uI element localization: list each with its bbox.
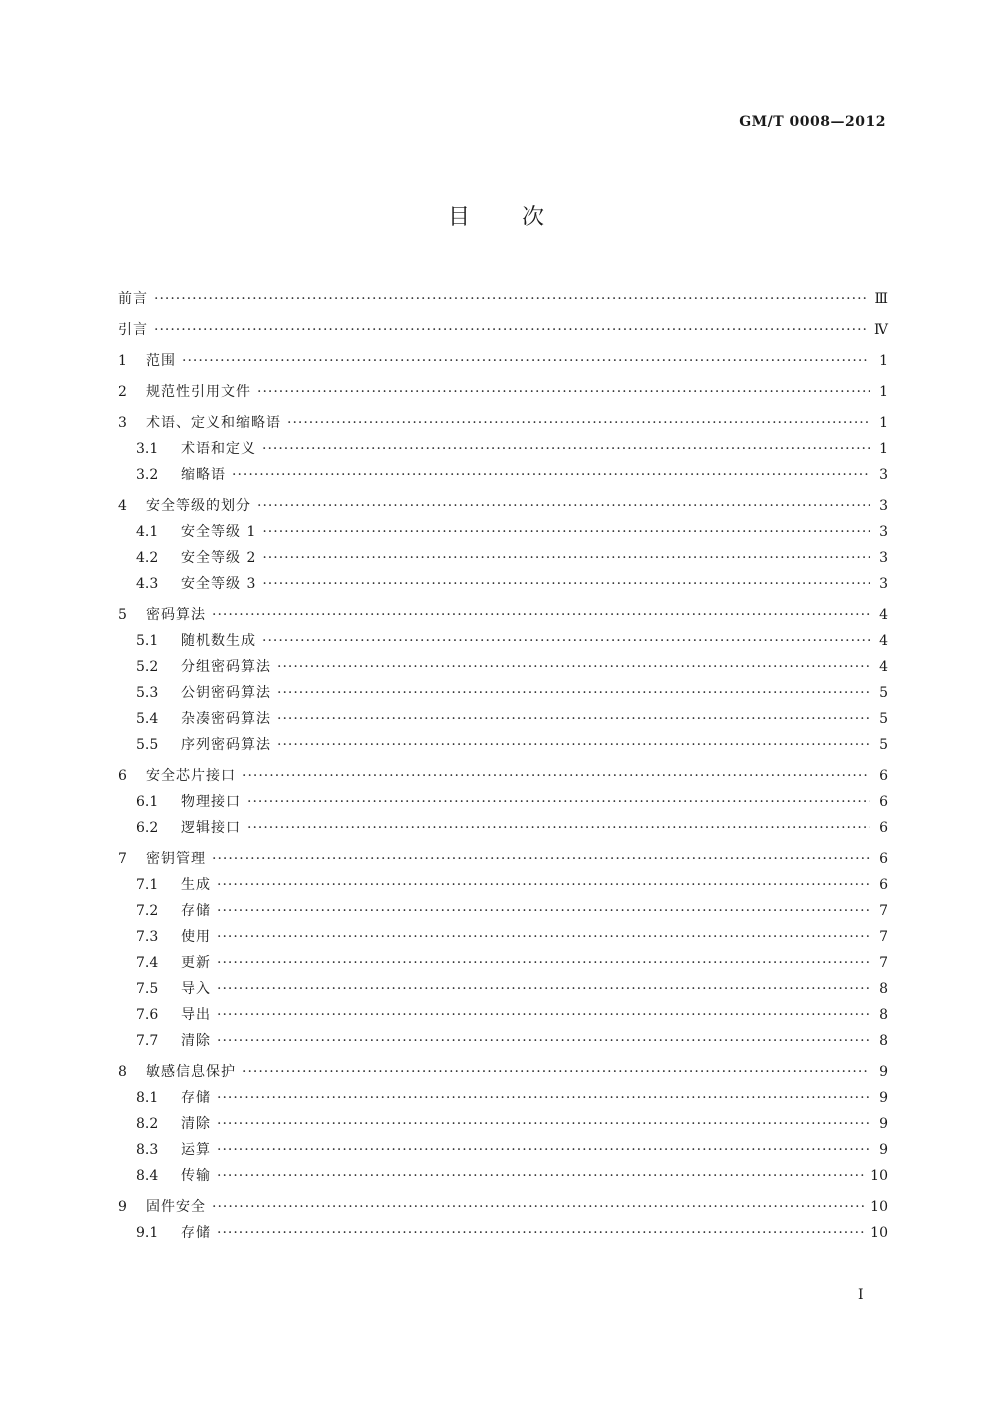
toc-entry-label: 缩略语	[181, 467, 226, 483]
standard-code: GM/T 0008—2012	[739, 114, 886, 130]
toc-entry[interactable]	[118, 848, 888, 874]
toc-entry[interactable]	[118, 288, 888, 314]
toc-entry[interactable]	[118, 708, 888, 734]
toc-entry[interactable]	[118, 1196, 888, 1222]
toc-entry-page: 10	[870, 1168, 888, 1184]
toc-entry-label: 安全等级的划分	[146, 498, 251, 514]
toc-entry-label: 安全等级 2	[181, 550, 257, 566]
toc-entry-page: 6	[879, 877, 888, 893]
toc-leader-dots	[217, 981, 870, 997]
toc-entry-label: 公钥密码算法	[181, 685, 271, 701]
toc-entry-page: 3	[879, 524, 888, 540]
toc-entry-number: 8.1	[136, 1090, 159, 1106]
toc-entry-label: 规范性引用文件	[146, 384, 251, 400]
toc-entry[interactable]	[118, 630, 888, 656]
toc-entry-label: 敏感信息保护	[146, 1064, 236, 1080]
toc-entry[interactable]	[118, 791, 888, 817]
toc-entry[interactable]	[118, 547, 888, 573]
toc-entry-page: 9	[879, 1064, 888, 1080]
toc-entry-number: 6.1	[136, 794, 159, 810]
toc-entry-label: 密码算法	[146, 607, 206, 623]
toc-leader-dots	[217, 1007, 870, 1023]
toc-leader-dots	[262, 524, 870, 540]
toc-entry-number: 8.3	[136, 1142, 159, 1158]
toc-entry-number: 7	[118, 851, 127, 867]
toc-entry-page: 9	[879, 1142, 888, 1158]
toc-entry-page: 1	[879, 415, 888, 431]
toc-entry-number: 3	[118, 415, 127, 431]
toc-entry[interactable]	[118, 656, 888, 682]
toc-leader-dots	[217, 1116, 870, 1132]
toc-entry-label: 杂凑密码算法	[181, 711, 271, 727]
toc-entry-page: 8	[879, 1007, 888, 1023]
toc-entry-label: 引言	[118, 322, 148, 338]
toc-entry-label: 运算	[181, 1142, 211, 1158]
toc-entry-label: 术语、定义和缩略语	[146, 415, 281, 431]
toc-leader-dots	[154, 322, 868, 338]
toc-entry-label: 术语和定义	[181, 441, 256, 457]
toc-leader-dots	[217, 1090, 870, 1106]
toc-entry-page: 6	[879, 794, 888, 810]
toc-entry-number: 5.2	[136, 659, 159, 675]
toc-entry[interactable]	[118, 350, 888, 376]
toc-entry-page: 8	[879, 1033, 888, 1049]
toc-entry-label: 生成	[181, 877, 211, 893]
toc-leader-dots	[182, 353, 870, 369]
toc-entry-page: 6	[879, 768, 888, 784]
toc-leader-dots	[217, 929, 870, 945]
toc-entry-number: 4.1	[136, 524, 159, 540]
toc-entry-number: 4	[118, 498, 127, 514]
toc-entry[interactable]	[118, 1165, 888, 1191]
toc-entry-number: 7.5	[136, 981, 159, 997]
toc-entry[interactable]	[118, 817, 888, 843]
toc-entry-page: 4	[879, 659, 888, 675]
toc-entry-label: 范围	[146, 353, 176, 369]
toc-entry-number: 5.3	[136, 685, 159, 701]
toc-entry-page: 3	[879, 550, 888, 566]
toc-entry[interactable]	[118, 1061, 888, 1087]
toc-entry[interactable]	[118, 1222, 888, 1248]
title-char-right: 次	[522, 205, 545, 230]
toc-entry[interactable]	[118, 438, 888, 464]
toc-entry[interactable]	[118, 604, 888, 630]
toc-entry-label: 清除	[181, 1033, 211, 1049]
page-number: I	[858, 1287, 864, 1303]
toc-entry[interactable]	[118, 1030, 888, 1056]
toc-leader-dots	[217, 1142, 870, 1158]
toc-leader-dots	[277, 711, 870, 727]
toc-leader-dots	[247, 794, 870, 810]
toc-entry-page: 3	[879, 467, 888, 483]
toc-entry-label: 安全芯片接口	[146, 768, 236, 784]
toc-entry-number: 8.2	[136, 1116, 159, 1132]
toc-entry-page: 7	[879, 903, 888, 919]
toc-entry-label: 清除	[181, 1116, 211, 1132]
toc-entry-label: 密钥管理	[146, 851, 206, 867]
toc-entry-page: Ⅳ	[874, 322, 888, 338]
toc-leader-dots	[217, 955, 870, 971]
toc-entry[interactable]	[118, 319, 888, 345]
toc-entry-number: 7.1	[136, 877, 159, 893]
toc-leader-dots	[154, 291, 868, 307]
toc-entry-page: 1	[879, 384, 888, 400]
toc-entry-label: 序列密码算法	[181, 737, 271, 753]
toc-leader-dots	[277, 659, 870, 675]
toc-entry[interactable]	[118, 1087, 888, 1113]
toc-entry-number: 9.1	[136, 1225, 159, 1241]
toc-entry-page: 10	[870, 1225, 888, 1241]
toc-entry-page: 10	[870, 1199, 888, 1215]
toc-leader-dots	[212, 607, 870, 623]
toc-leader-dots	[262, 550, 870, 566]
page-title	[0, 200, 992, 231]
toc-entry-number: 6	[118, 768, 127, 784]
toc-entry-label: 安全等级 3	[181, 576, 257, 592]
toc-entry[interactable]	[118, 521, 888, 547]
toc-entry-number: 8.4	[136, 1168, 159, 1184]
toc-entry-page: 6	[879, 820, 888, 836]
toc-entry-label: 分组密码算法	[181, 659, 271, 675]
toc-entry[interactable]	[118, 765, 888, 791]
toc-entry[interactable]	[118, 1139, 888, 1165]
toc-leader-dots	[262, 441, 870, 457]
toc-entry-label: 存储	[181, 1225, 211, 1241]
toc-entry-page: 5	[879, 737, 888, 753]
toc-leader-dots	[247, 820, 870, 836]
toc-entry-label: 存储	[181, 1090, 211, 1106]
toc-entry[interactable]	[118, 874, 888, 900]
toc-leader-dots	[217, 903, 870, 919]
toc-entry[interactable]	[118, 1113, 888, 1139]
toc-entry-label: 固件安全	[146, 1199, 206, 1215]
toc-entry-page: 3	[879, 576, 888, 592]
toc-entry-page: 7	[879, 929, 888, 945]
toc-entry-number: 9	[118, 1199, 127, 1215]
toc-leader-dots	[217, 877, 870, 893]
toc-entry-number: 7.2	[136, 903, 159, 919]
toc-entry-number: 3.1	[136, 441, 159, 457]
toc-entry-label: 导入	[181, 981, 211, 997]
toc-leader-dots	[257, 384, 870, 400]
toc-entry-page: 4	[879, 633, 888, 649]
toc-entry[interactable]	[118, 926, 888, 952]
title-char-left: 目	[447, 205, 470, 230]
toc-entry[interactable]	[118, 900, 888, 926]
toc-leader-dots	[287, 415, 870, 431]
toc-entry[interactable]	[118, 464, 888, 490]
toc-entry-page: 5	[879, 685, 888, 701]
toc-entry-number: 2	[118, 384, 127, 400]
toc-entry-number: 3.2	[136, 467, 159, 483]
toc-entry-number: 7.3	[136, 929, 159, 945]
toc-entry-number: 7.7	[136, 1033, 159, 1049]
toc-entry-page: 3	[879, 498, 888, 514]
toc-entry-page: 9	[879, 1090, 888, 1106]
toc-leader-dots	[277, 737, 870, 753]
toc-entry[interactable]	[118, 952, 888, 978]
toc-entry-label: 物理接口	[181, 794, 241, 810]
toc-entry-page: 9	[879, 1116, 888, 1132]
toc-entry[interactable]	[118, 1004, 888, 1030]
toc-entry-number: 4.2	[136, 550, 159, 566]
table-of-contents	[118, 283, 888, 1248]
toc-leader-dots	[212, 1199, 864, 1215]
toc-entry-number: 8	[118, 1064, 127, 1080]
toc-entry-number: 4.3	[136, 576, 159, 592]
toc-leader-dots	[217, 1033, 870, 1049]
toc-entry-page: 5	[879, 711, 888, 727]
toc-entry-page: 8	[879, 981, 888, 997]
toc-entry-number: 7.6	[136, 1007, 159, 1023]
toc-entry-page: Ⅲ	[874, 291, 888, 307]
toc-leader-dots	[232, 467, 870, 483]
toc-entry-number: 6.2	[136, 820, 159, 836]
toc-entry-number: 5	[118, 607, 127, 623]
toc-entry[interactable]	[118, 412, 888, 438]
toc-entry-number: 5.5	[136, 737, 159, 753]
toc-leader-dots	[242, 768, 870, 784]
toc-leader-dots	[217, 1168, 864, 1184]
toc-entry-label: 传输	[181, 1168, 211, 1184]
toc-entry[interactable]	[118, 734, 888, 760]
toc-entry-label: 随机数生成	[181, 633, 256, 649]
toc-leader-dots	[277, 685, 870, 701]
toc-entry-label: 使用	[181, 929, 211, 945]
toc-entry-label: 安全等级 1	[181, 524, 257, 540]
toc-entry-label: 前言	[118, 291, 148, 307]
toc-entry-number: 1	[118, 353, 127, 369]
toc-entry[interactable]	[118, 495, 888, 521]
toc-entry-label: 更新	[181, 955, 211, 971]
toc-entry-number: 5.4	[136, 711, 159, 727]
toc-entry-number: 5.1	[136, 633, 159, 649]
toc-leader-dots	[262, 576, 870, 592]
toc-entry[interactable]	[118, 573, 888, 599]
toc-entry[interactable]	[118, 978, 888, 1004]
toc-leader-dots	[212, 851, 870, 867]
toc-leader-dots	[217, 1225, 864, 1241]
toc-entry-label: 存储	[181, 903, 211, 919]
toc-entry-label: 逻辑接口	[181, 820, 241, 836]
toc-leader-dots	[257, 498, 870, 514]
toc-entry-page: 1	[879, 353, 888, 369]
toc-entry[interactable]	[118, 682, 888, 708]
toc-entry-number: 7.4	[136, 955, 159, 971]
toc-entry-page: 1	[879, 441, 888, 457]
toc-entry[interactable]	[118, 381, 888, 407]
toc-entry-page: 7	[879, 955, 888, 971]
toc-leader-dots	[262, 633, 870, 649]
toc-entry-page: 6	[879, 851, 888, 867]
toc-entry-label: 导出	[181, 1007, 211, 1023]
toc-entry-page: 4	[879, 607, 888, 623]
toc-leader-dots	[242, 1064, 870, 1080]
